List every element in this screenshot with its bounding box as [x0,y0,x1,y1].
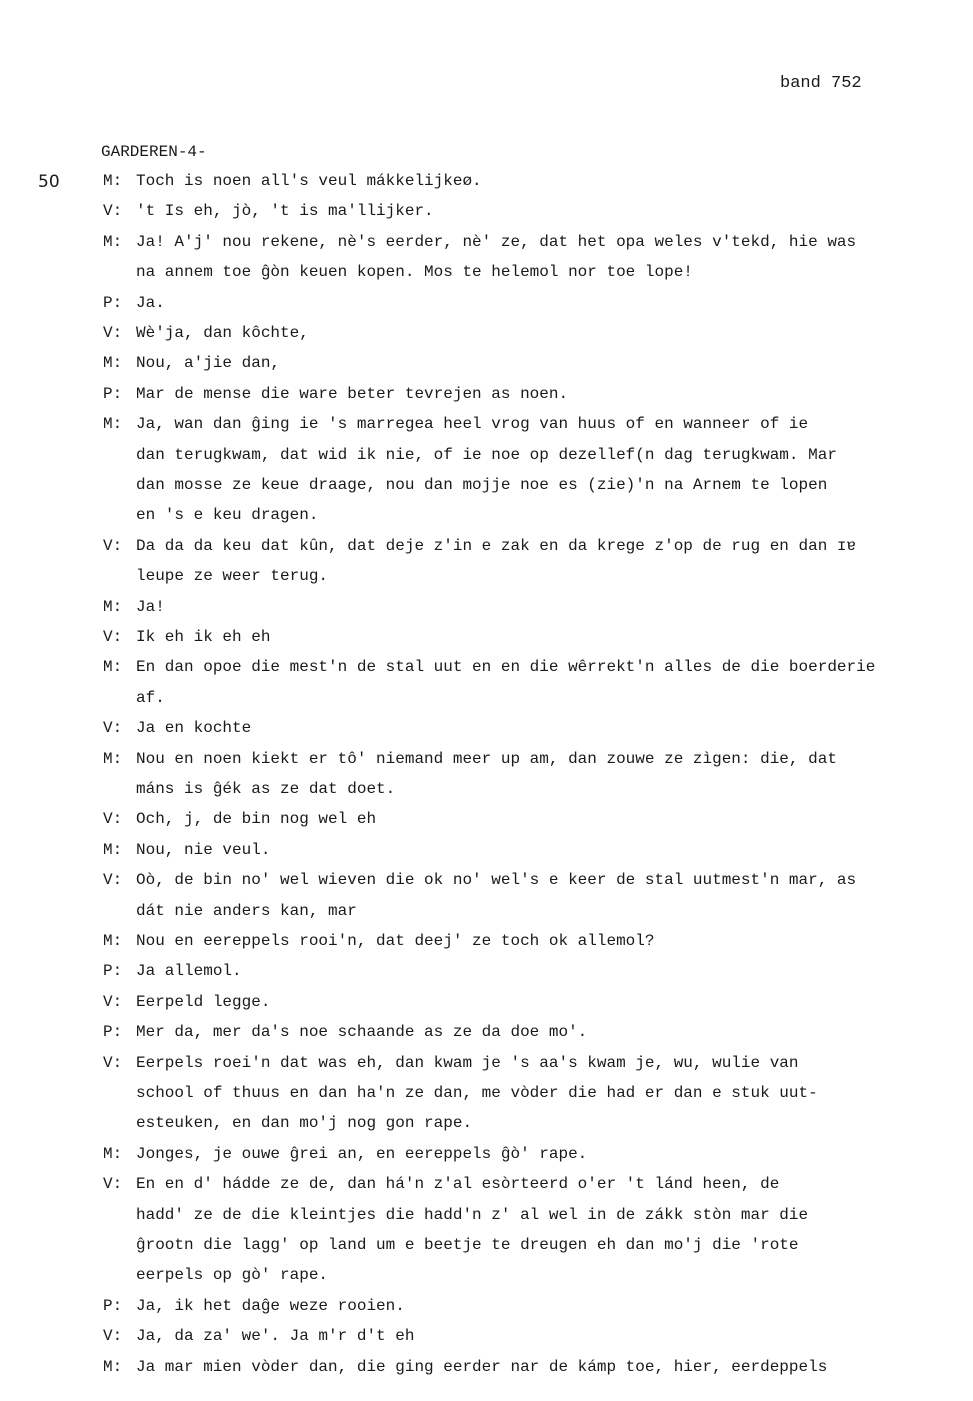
utterance-line: Och, j, de bin nog wel eh [136,810,377,829]
speaker-label: V: [103,992,123,1011]
utterance-line: Ja. [136,293,165,312]
utterance-line: En en d' hádde ze de, dan há'n z'al esòrteerd o'er 't lánd heen, de [136,1175,780,1194]
speaker-label: M: [103,172,123,190]
speaker-label: P: [103,1023,123,1042]
utterance-line: Nou en noen kiekt er tô' niemand meer up am, dan zouwe ze zìgen: die, dat [136,749,837,768]
utterance-line: Eerpels roei'n dat was eh, dan kwam je 's aa's kwam je, wu, wulie van [136,1053,799,1072]
speaker-label: M: [103,658,123,677]
speaker-label: V: [103,1327,123,1346]
utterance-line: Ja en kochte [136,719,252,738]
speaker-label: M: [103,1357,123,1376]
speaker-label: M: [103,932,123,950]
utterance-line: Wè'ja, dan kôchte, [136,324,309,342]
utterance-line: Ja, da za' we'. Ja m'r d't eh [136,1327,415,1346]
speaker-label: V: [103,871,123,890]
speaker-label: M: [103,232,123,251]
utterance-line: eerpels op gò' rape. [136,1266,329,1285]
speaker-label: M: [103,1144,123,1163]
utterance-line: Eerpeld legge. [136,992,271,1011]
utterance-line: Ik eh ik eh eh [136,628,271,646]
utterance-line: Ja, wan dan ĝing ie 's marregea heel vrog van huus of en wanneer of ie [136,415,809,434]
utterance-line: hadd' ze de die kleintjes die hadd'n z' al wel in de zákk stòn mar die [136,1205,809,1224]
speaker-label: V: [103,1175,123,1194]
speaker-label: V: [103,810,123,829]
utterance-line: na annem toe ĝòn keuen kopen. Mos te helemol nor toe lope! [136,263,693,282]
tape-number: band 752 [780,74,862,93]
utterance-line: Nou, nie veul. [136,840,271,859]
utterance-line: Ja! [136,597,165,616]
section-title: GARDEREN-4- [101,143,207,161]
speaker-label: M: [103,354,123,373]
speaker-label: P: [103,293,123,312]
utterance-line: Mer da, mer da's noe schaande as ze da doe mo'. [136,1023,588,1042]
utterance-line: Ja, ik het daĝe weze rooien. [136,1296,405,1315]
speaker-label: M: [103,415,123,434]
utterance-line: dan mosse ze keue draage, nou dan mojje noe es (zie)'n na Arnem te lopen [136,476,828,494]
utterance-line: máns is ĝék as ze dat doet. [136,780,396,798]
utterance-line: En dan opoe die mest'n de stal uut en en die wêrrekt'n alles de die boerderie [136,658,876,677]
speaker-label: V: [103,628,123,646]
utterance-line: Ja mar mien vòder dan, die ging eerder nar de kámp toe, hier, eerdeppels [136,1357,828,1376]
utterance-line: dan terugkwam, dat wid ik nie, of ie noe op dezellef(n dag terugkwam. Mar [136,445,837,464]
utterance-line: Nou, a'jie dan, [136,354,281,373]
utterance-line: Oò, de bin no' wel wieven die ok no' wel's e keer de stal uutmest'n mar, as [136,871,857,890]
utterance-line: af. [136,688,165,707]
speaker-label: P: [103,1296,123,1315]
speaker-label: V: [103,1053,123,1072]
margin-line-number: 50 [38,172,60,192]
utterance-line: 't Is eh, jò, 't is ma'llijker. [136,202,434,221]
utterance-line: Nou en eereppels rooi'n, dat deej' ze toch ok allemol? [136,932,655,950]
utterance-line: Mar de mense die ware beter tevrejen as noen. [136,384,569,403]
utterance-line: Ja allemol. [136,962,242,981]
utterance-line: Ja! A'j' nou rekene, nè's eerder, nè' ze, dat het opa weles v'tekd, hie was [136,232,857,251]
utterance-line: leupe ze weer terug. [136,567,329,586]
speaker-label: M: [103,597,123,616]
utterance-line: en 's e keu dragen. [136,506,319,525]
speaker-label: P: [103,962,123,981]
utterance-line: Toch is noen all's veul mákkelijkeø. [136,172,482,190]
speaker-label: V: [103,324,123,342]
utterance-line: dát nie anders kan, mar [136,901,357,920]
utterance-line: ĝrootn die lagg' op land um e beetje te dreugen eh dan mo'j die 'rote [136,1236,799,1254]
utterance-line: school of thuus en dan ha'n ze dan, me vòder die had er dan e stuk uut- [136,1084,818,1102]
speaker-label: M: [103,840,123,859]
speaker-label: V: [103,719,123,738]
utterance-line: Da da da keu dat kûn, dat deje z'in e zak en da krege z'op de rug en dan ɪɐ [136,536,857,555]
speaker-label: M: [103,749,123,768]
speaker-label: P: [103,384,123,403]
utterance-line: esteuken, en dan mo'j nog gon rape. [136,1114,473,1133]
speaker-label: V: [103,202,123,221]
utterance-line: Jonges, je ouwe ĝrei an, en eereppels ĝò' rape. [136,1144,588,1163]
speaker-label: V: [103,536,123,555]
